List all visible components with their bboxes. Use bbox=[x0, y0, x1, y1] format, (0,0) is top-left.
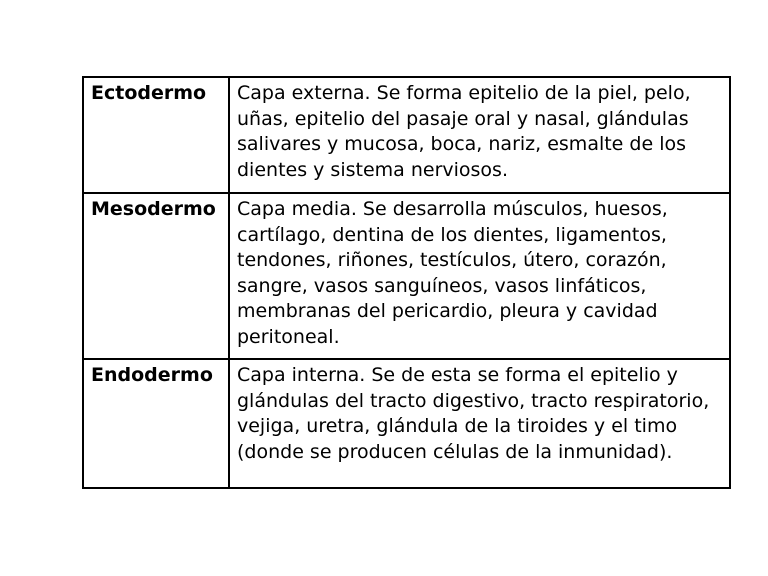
description-cell-endodermo: Capa interna. Se de esta se forma el epitelio y glándulas del tracto digestivo, tracto respiratorio, vejiga, uretra, glándula de la tiroides y el timo (donde se producen células de la inmunidad). bbox=[229, 359, 730, 488]
term-cell-mesodermo: Mesodermo bbox=[83, 193, 229, 359]
term-cell-endodermo: Endodermo bbox=[83, 359, 229, 488]
description-cell-ectodermo: Capa externa. Se forma epitelio de la piel, pelo, uñas, epitelio del pasaje oral y nasal, glándulas salivares y mucosa, boca, nariz, esmalte de los dientes y sistema nerviosos. bbox=[229, 77, 730, 193]
table-row-ectodermo bbox=[83, 77, 730, 193]
germ-layers-table bbox=[82, 76, 731, 489]
term-cell-ectodermo: Ectodermo bbox=[83, 77, 229, 193]
table-row-endodermo bbox=[83, 359, 730, 488]
table-row-mesodermo bbox=[83, 193, 730, 359]
description-cell-mesodermo: Capa media. Se desarrolla músculos, huesos, cartílago, dentina de los dientes, ligamentos, tendones, riñones, testículos, útero, corazón, sangre, vasos sanguíneos, vasos linfáticos, membranas del pericardio, pleura y cavidad peritoneal. bbox=[229, 193, 730, 359]
